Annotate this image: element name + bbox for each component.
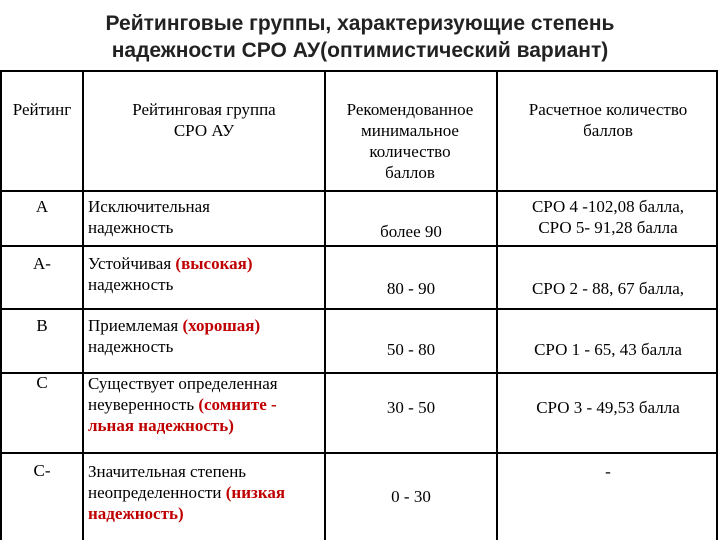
row-divider (2, 190, 716, 192)
row-rating: А- (33, 254, 51, 273)
row-group: Существует определенная неуверенность (сомните - льная надежность) (88, 374, 278, 435)
header-calc-points: Расчетное количество баллов (528, 100, 688, 140)
row-calc-points: СРО 4 -102,08 балла, СРО 5- 91,28 балла (531, 197, 685, 237)
row-calc-points: - (605, 462, 611, 481)
row-group: Устойчивая (высокая) надежность (88, 254, 253, 294)
header-group: Рейтинговая группа СРО АУ (132, 100, 276, 140)
row-group: Исключительная надежность (88, 197, 210, 237)
row-min-points: 0 - 30 (391, 487, 431, 506)
row-divider (2, 245, 716, 247)
row-calc-points: СРО 1 - 65, 43 балла (534, 340, 682, 359)
row-divider (2, 452, 716, 454)
row-calc-points: СРО 2 - 88, 67 балла, (531, 279, 685, 298)
row-group: Значительная степень неопределенности (низкая надежность) (88, 462, 286, 523)
rating-table (0, 70, 718, 540)
row-min-points: 80 - 90 (386, 279, 436, 298)
row-rating: С- (33, 461, 51, 480)
row-rating: В (36, 316, 48, 335)
title-line-2: надежности СРО АУ(оптимистический вариант) (111, 39, 609, 62)
row-min-points: 50 - 80 (386, 340, 436, 359)
header-rating: Рейтинг (12, 100, 72, 119)
title-line-1: Рейтинговые группы, характеризующие степень (105, 12, 615, 35)
row-group: Приемлемая (хорошая) надежность (88, 316, 261, 356)
row-calc-points: СРО 3 - 49,53 балла (536, 398, 680, 417)
row-divider (2, 308, 716, 310)
page-title (0, 10, 720, 64)
column-divider (82, 72, 84, 540)
row-min-points: 30 - 50 (386, 398, 436, 417)
row-rating: С (36, 373, 48, 392)
header-min-points: Рекомендованное минимальное количество баллов (346, 100, 474, 182)
row-rating: А (35, 197, 49, 216)
row-min-points: более 90 (380, 222, 442, 241)
